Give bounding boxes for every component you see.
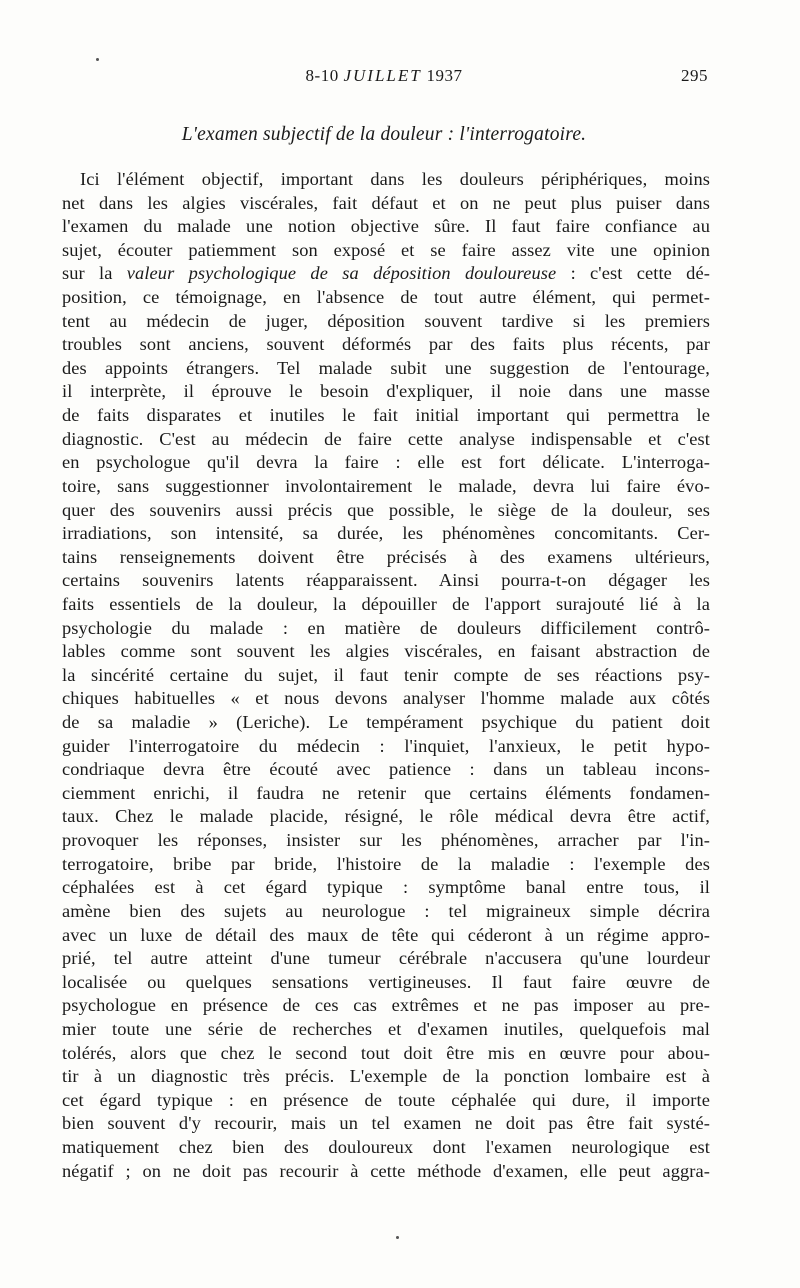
text-line: terrogatoire, bribe par bride, l'histoire de la maladie : l'exemple des	[62, 853, 710, 874]
text-line: cet égard typique : en présence de toute céphalée qui dure, il importe	[62, 1089, 710, 1110]
text-line: toire, sans suggestionner involontairement le malade, devra lui faire évo-	[62, 475, 710, 496]
text-line: en psychologue qu'il devra la faire : elle est fort délicate. L'interroga-	[62, 452, 710, 473]
text-line: irradiations, son intensité, sa durée, les phénomènes concomitants. Cer-	[62, 523, 710, 544]
text-line: tir à un diagnostic très précis. L'exemple de la ponction lombaire est à	[62, 1066, 710, 1087]
text-line: condriaque devra être écouté avec patience : dans un tableau incons-	[62, 759, 710, 780]
text-line: psychologue en présence de ces cas extrêmes et ne pas imposer au pre-	[62, 995, 710, 1016]
speck-mark	[96, 58, 99, 61]
text-line: lables comme sont souvent les algies viscérales, en faisant abstraction de	[62, 641, 710, 662]
text-line: certains souvenirs latents réapparaissent. Ainsi pourra-t-on dégager les	[62, 570, 710, 591]
text-line: la sincérité certaine du sujet, il faut tenir compte de ses réactions psy-	[62, 664, 710, 685]
text-line: tains renseignements doivent être précisés à des examens ultérieurs,	[62, 546, 710, 567]
body-paragraph	[62, 168, 710, 1183]
text-line: troubles sont anciens, souvent déformés par des faits plus récents, par	[62, 334, 710, 355]
text-line: céphalées est à cet égard typique : symptôme banal entre tous, il	[62, 877, 710, 898]
text-line: diagnostic. C'est au médecin de faire cette analyse indispensable et c'est	[62, 428, 710, 449]
text-line: matiquement chez bien des douloureux dont l'examen neurologique est	[62, 1136, 710, 1157]
date-month: JUILLET	[343, 66, 422, 85]
date-year: 1937	[426, 66, 463, 85]
speck-mark	[396, 1236, 399, 1239]
text-line: Ici l'élément objectif, important dans les douleurs périphériques, moins	[80, 169, 710, 189]
text-line: faits essentiels de la douleur, la dépouiller de l'apport surajouté lié à la	[62, 593, 710, 614]
text-line-end: : c'est cette dé-	[556, 263, 710, 284]
text-line: de faits disparates et inutiles le fait initial important qui permettra le	[62, 405, 710, 426]
text-line: ciemment enrichi, il faudra ne retenir que certains éléments fondamen-	[62, 782, 710, 803]
text-line: net dans les algies viscérales, fait défaut et on ne peut plus puiser dans	[62, 192, 710, 213]
issue-date	[60, 66, 708, 86]
text-line: chiques habituelles « et nous devons analyser l'homme malade aux côtés	[62, 688, 710, 709]
text-line: localisée ou quelques sensations vertigineuses. Il faut faire œuvre de	[62, 971, 710, 992]
text-line: position, ce témoignage, en l'absence de tout autre élément, qui permet-	[62, 287, 710, 308]
text-line: guider l'interrogatoire du médecin : l'inquiet, l'anxieux, le petit hypo-	[62, 735, 710, 756]
text-line: mier toute une série de recherches et d'examen inutiles, quelquefois mal	[62, 1018, 710, 1039]
running-head	[60, 66, 708, 90]
text-line: sujet, écouter patiemment son exposé et se faire assez vite une opinion	[62, 239, 710, 260]
text-line: il interprète, il éprouve le besoin d'expliquer, il noie dans une masse	[62, 381, 710, 402]
text-line: tolérés, alors que chez le second tout doit être mis en œuvre pour abou-	[62, 1042, 710, 1063]
text-line: l'examen du malade une notion objective sûre. Il faut faire confiance au	[62, 216, 710, 237]
text-line: taux. Chez le malade placide, résigné, le rôle médical devra être actif,	[62, 806, 710, 827]
section-title: L'examen subjectif de la douleur : l'interrogatoire.	[181, 124, 587, 145]
text-line	[62, 262, 710, 286]
text-line: provoquer les réponses, insister sur les phénomènes, arracher par l'in-	[62, 830, 710, 851]
text-line-start: sur la	[62, 263, 127, 284]
text-line: psychologie du malade : en matière de douleurs difficilement contrô-	[62, 617, 710, 638]
italic-phrase: valeur psychologique de sa déposition douloureuse	[126, 263, 557, 284]
text-line: négatif ; on ne doit pas recourir à cette méthode d'examen, elle peut aggra-	[62, 1160, 710, 1181]
text-line: tent au médecin de juger, déposition souvent tardive si les premiers	[62, 310, 710, 331]
text-line: bien souvent d'y recourir, mais un tel examen ne doit pas être fait systé-	[62, 1113, 710, 1134]
page-number: 295	[681, 66, 708, 85]
text-line: des appoints étrangers. Tel malade subit une suggestion de l'entourage,	[62, 357, 710, 378]
text-line: de sa maladie » (Leriche). Le tempérament psychique du patient doit	[62, 712, 710, 733]
text-line: quer des souvenirs aussi précis que possible, le siège de la douleur, ses	[62, 499, 710, 520]
text-line: prié, tel autre atteint d'une tumeur cérébrale n'accusera qu'une lourdeur	[62, 948, 710, 969]
text-line: amène bien des sujets au neurologue : tel migraineux simple décrira	[62, 900, 710, 921]
date-prefix: 8-10	[305, 66, 339, 85]
text-line: avec un luxe de détail des maux de tête qui céderont à un régime appro-	[62, 924, 710, 945]
